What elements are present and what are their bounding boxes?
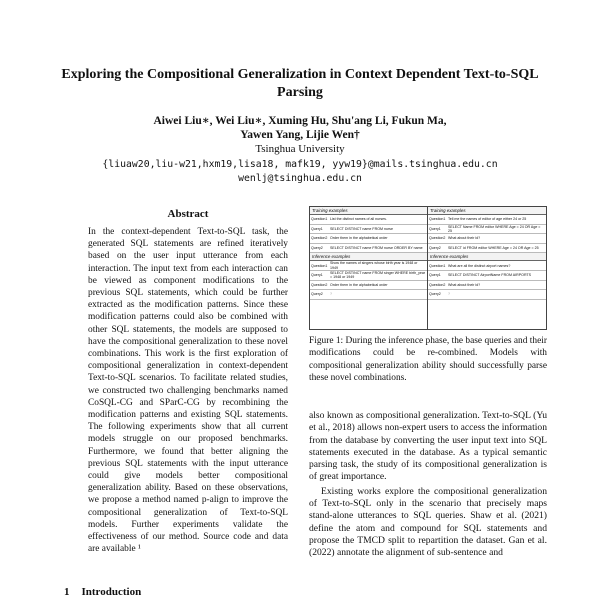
figure-right-training-label: Training examples xyxy=(428,207,546,215)
body-paragraph-2: Existing works explore the compositional generalization of Text-to-SQL only in the scenario that precisely maps stand-alone utterances to SQL queries. Shaw et al. (2021) define the atom and compound for SQL statements and propose the TMCD split to repartition the dataset. Gan et al. (2022) annotate the alignment of sub-sentence and xyxy=(309,485,547,559)
abstract-heading: Abstract xyxy=(167,208,209,220)
figure-row: Query1 SELECT DISTINCT AirportName FROM AIRPORTS xyxy=(428,271,546,281)
figure-row: Question2 Order them in the alphabetical order xyxy=(310,281,427,291)
affiliation: Tsinghua University xyxy=(255,143,345,155)
email-line-2: wenlj@tsinghua.edu.cn xyxy=(238,173,362,184)
figure-right-inference-label: Inference examples xyxy=(428,253,546,261)
figure-row: Query1 SELECT DISTINCT name FROM nurse xyxy=(310,225,427,235)
figure-row: Question2 What about their id? xyxy=(428,281,546,291)
section-heading-introduction xyxy=(64,586,153,598)
authors-line-2: Yawen Yang, Lijie Wen† xyxy=(240,129,360,141)
email-line-1: {liuaw20,liu-w21,hxm19,lisa18, mafk19, yyw19}@mails.tsinghua.edu.cn xyxy=(102,159,498,170)
figure-row: Question2 What about their id? xyxy=(428,234,546,244)
abstract-text: In the context-dependent Text-to-SQL task, the generated SQL statements are refined iteratively based on the user input utterance from each interaction. The input text from each interaction can be viewed as component modifications to the previous SQL statements, which could be further extracted as the modification patterns. Since these modification patterns could also be combined with other SQL statements, the models are supposed to have the compositional generalization to these novel combinations. This work is the first exploration of compositional generalization in context-dependent Text-to-SQL scenarios. To facilitate related studies, we constructed two challenging benchmarks named CoSQL-CG and SParC-CG by recombining the modification patterns and existing SQL statements. The following experiments show that all current models struggle on our proposed benchmarks. Furthermore, we found that better aligning the previous SQL statements with the input utterance could give models better compositional generalization ability. Based on these observations, we propose a method named p-align to improve the compositional generalization of Text-to-SQL models. Further experiments validate the effectiveness of our method. Source code and data are available ¹ xyxy=(88,227,288,555)
figure-left-panel xyxy=(310,207,428,329)
authors-line-1: Aiwei Liu∗, Wei Liu∗, Xuming Hu, Shu'ang Li, Fukun Ma, xyxy=(153,115,447,127)
section-title: Introduction xyxy=(81,586,142,598)
figure-left-training-label: Training examples xyxy=(310,207,427,215)
figure-row: Query2 SELECT DISTINCT name FROM nurse ORDER BY name xyxy=(310,244,427,254)
figure-row: Question2 Order them in the alphabetical order xyxy=(310,234,427,244)
figure-row: Question1 What are all the distinct airport names? xyxy=(428,261,546,271)
figure-row: Question1 List the distinct names of all nurses. xyxy=(310,215,427,225)
figure-row: Query1 SELECT DISTINCT name FROM singer WHERE birth_year = 1948 or 1949 xyxy=(311,271,426,280)
figure-1-caption: Figure 1: During the inference phase, the base queries and their modifications could be re-combined. Models with compositional generalization ability should successfully parse these novel combinations. xyxy=(309,336,547,383)
figure-left-inference-label: Inference examples xyxy=(310,253,427,261)
paper-title: Exploring the Compositional Generalization in Context Dependent Text-to-SQL Parsing xyxy=(61,67,539,100)
author-list xyxy=(80,114,520,142)
figure-row: Query1 SELECT Name FROM editor WHERE Age = 24 OR Age = 25 xyxy=(428,225,546,235)
section-number: 1 xyxy=(64,586,70,598)
email-block xyxy=(40,158,560,186)
figure-row: Query2 SELECT id FROM editor WHERE Age = 24 OR Age = 25 xyxy=(428,244,546,254)
figure-row-unknown-query: Query2 ? xyxy=(428,290,546,300)
introduction-body xyxy=(309,410,547,562)
figure-row: Question1 Tell me the names of editor of age either 24 or 25 xyxy=(428,215,546,225)
figure-row-unknown-query: Query2 ? xyxy=(310,290,427,300)
figure-row: Question1 Show the names of singers whose birth year is 1948 or 1949 xyxy=(310,261,427,271)
body-paragraph-1: also known as compositional generalization. Text-to-SQL (Yu et al., 2018) allows non-expert users to access the information from the database by converting the user input text into SQL statements executed in the database. As a typical semantic parsing task, the study of its compositional generalization is of great importance. xyxy=(309,410,547,483)
figure-right-panel xyxy=(428,207,546,329)
figure-1 xyxy=(309,206,547,330)
